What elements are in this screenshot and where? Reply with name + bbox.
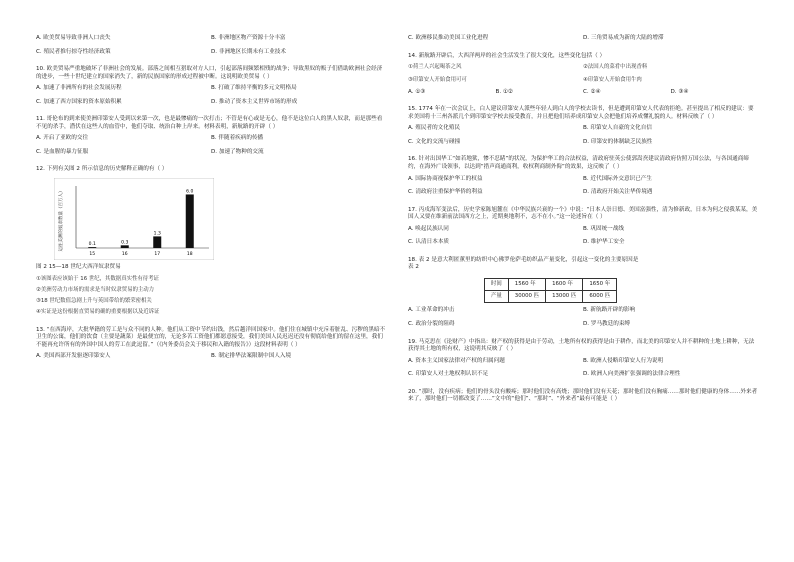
- production-table: [484, 278, 617, 304]
- question-11: [36, 116, 386, 156]
- question-12-statement-2: ②美洲劳动力市场的需求是当时奴隶贸易的主动力: [36, 286, 155, 293]
- option-d[interactable]: D. 维护华工安全: [583, 239, 625, 246]
- question-17-stem: 17. 丙戌海军变法后，历史学家陈旭麓在《中华民族兴衰的一个》中说：“日本人崇日德、美国富强性，清为修新政，日本为何之侵我某某，美国人又要在维新前法国西方之上，近期奥地利不，志不在小。”这一论述旨在（ ）: [408, 206, 758, 221]
- statement-4: ④印第安人开始食用牛肉: [583, 77, 642, 84]
- question-20: [408, 389, 758, 404]
- left-column: [36, 35, 386, 361]
- option-c[interactable]: C. 清政府注重保护华侨的利益: [408, 189, 483, 196]
- question-10-options: [36, 85, 386, 106]
- question-14-options: [408, 89, 758, 97]
- question-12-statement-1: ①该图表应该始于 16 世纪，其数据真实性有待考证: [36, 275, 159, 282]
- table-label: 表 2: [408, 264, 419, 271]
- option-c[interactable]: C. 政治分裂的阻碍: [408, 321, 455, 328]
- option-a[interactable]: A. 美国西部开发驱逐印第安人: [36, 353, 111, 360]
- bar-18: [186, 194, 194, 248]
- option-d[interactable]: D. 加速了物种的交流: [211, 148, 264, 155]
- option-b[interactable]: B. 伴随着疾病的传播: [211, 135, 264, 142]
- option-b[interactable]: B. 欧洲人侵略印第安人行为说明: [583, 357, 664, 364]
- statement-2: ②法国人的菜肴中出现香料: [583, 64, 648, 71]
- option-c[interactable]: C. 加速了西方国家的资本原始积累: [36, 98, 122, 105]
- option-b[interactable]: B. 打破了维持平衡的多元文明格局: [211, 85, 297, 92]
- option-b[interactable]: B. 近代国际外交意识已产生: [583, 175, 652, 182]
- option-c[interactable]: C. ②④: [583, 88, 601, 95]
- table-cell: 1650 年: [583, 278, 617, 290]
- statement-1: ①荷兰人兴起喝茶之风: [408, 64, 462, 71]
- option-c[interactable]: C. 欧洲移民推动美国工业化进程: [408, 35, 489, 41]
- option-a[interactable]: A. 工业革命的冲击: [408, 307, 455, 314]
- data-label-17: 1.3: [153, 231, 161, 237]
- option-d[interactable]: D. ③④: [670, 88, 689, 95]
- data-label-18: 6.0: [186, 189, 194, 195]
- question-20-stem: 20. “那时，没有疾病；他们的骨头没有酸疼；那时他们没有高烧；那时他们没有天花；那时他们没有胸痛……那时他们健康的身体……外来者来了，那时他们一切都改变了……”文中的“他们”、“那时”、“外来者”最有可能是（ ）: [408, 388, 758, 403]
- option-c[interactable]: C. 是血腥的暴力征服: [36, 148, 89, 155]
- question-19: [408, 339, 758, 379]
- option-a[interactable]: A. 开启了亚欧的交往: [36, 135, 89, 142]
- option-a[interactable]: A. 唤起民族认同: [408, 225, 449, 232]
- statement-3: ③印第安人开始食用可可: [408, 77, 467, 84]
- question-19-stem: 19. 马克思在《论财产》中指出：财产权的获得是由于劳动，土地所有权的获得是由于耕作，而北美的印第安人并不耕种的土地上耕种，无法获得其土地的所有权，这说明其反映了（ ）: [408, 338, 755, 353]
- question-10-stem: 10. 欧美贸易严重地破坏了非洲社会的发展。部落之间相互猎取对方人口，引起部落间频繁相残的战争；导致黑奴的贩子们借助欧洲社会经济的进步，一些十世纪建立的国家消失了，新的民族国家的形成过程被中断。这说明欧美贸易（ ）: [36, 66, 383, 80]
- right-column: [408, 35, 758, 404]
- table-cell: 6000 匹: [583, 291, 617, 303]
- question-15: [408, 106, 758, 146]
- question-16-options: [408, 176, 758, 197]
- question-11-options: [36, 135, 386, 156]
- question-16-stem: 16. 针对出国华工“如若地狱，惨不忍睹”的状况，为保护华工的合法权益，清政府驻英公使郭嵩焘建议清政府仿照万国公法，与各国通商缔约，在海外广设领事，以达到“措声商通商利，收权利商制外侮”的效果，这反映了（ ）: [408, 156, 749, 170]
- question-17: [408, 207, 758, 247]
- table-cell: 产量: [485, 291, 509, 303]
- option-a[interactable]: A. 国际协商视保护华工的权益: [408, 175, 483, 182]
- option-b[interactable]: B. ①②: [495, 88, 513, 95]
- option-b[interactable]: B. 巩固统一战线: [583, 225, 624, 232]
- option-c[interactable]: C. 认清日本本质: [408, 239, 450, 246]
- option-d[interactable]: D. 欧洲人向美洲扩张强调的法律合理性: [583, 371, 681, 378]
- option-a[interactable]: A. 欧美贸易导致非洲人口丧失: [36, 35, 111, 41]
- option-c[interactable]: C. 殖民者推行掠夺性经济政策: [36, 48, 111, 55]
- question-15-options: [408, 125, 758, 146]
- option-c[interactable]: C. 文化的交流与碰撞: [408, 138, 461, 145]
- x-tick-16: 16: [121, 252, 128, 258]
- option-b[interactable]: B. 非洲地区物产资源十分丰富: [211, 35, 286, 41]
- option-d[interactable]: D. 三角贸易成为新的大陆的增滞: [583, 35, 664, 41]
- question-19-options: [408, 358, 758, 379]
- x-tick-15: 15: [89, 252, 96, 258]
- question-14-items: [408, 64, 758, 85]
- option-d[interactable]: D. 罗马教廷的束缚: [583, 321, 631, 328]
- question-14: [408, 53, 758, 97]
- bar-chart-svg: [54, 178, 214, 260]
- option-d[interactable]: D. 非洲地区长期未有工业技术: [211, 48, 286, 55]
- option-b[interactable]: B. 新航路开辟的影响: [583, 307, 636, 314]
- chart-bars: [88, 188, 194, 257]
- question-13-stem: 13. “在西海岸，大批华籍的劳工是与众不同的人种。他们从工资中节约出钱，然后越洋回国家中。他们住在城镇中充斥着脏乱、污秽的黑暗不卫生的公寓，他们的饮食（主要是蔬菜）是最便宜的，无论多苦工资他们都愿意接受，我们美国人民迟迟还没有彻底给他们的留在这里，我们不能再允许所有的外国中国人的劳工在此逗留。”（《内务委员会关于移民和入籍的报告》）这段材料表明（ ）: [36, 326, 386, 348]
- option-a[interactable]: A. 加速了非洲所有的社会发展历程: [36, 85, 122, 92]
- bar-16: [121, 245, 129, 248]
- question-13: [36, 327, 386, 361]
- option-a[interactable]: A. 资本主义国家法律对产权的归属问题: [408, 357, 505, 364]
- question-12-statement-4: ④实证是这份根据直贸易的确的重要根据以及近诉证: [36, 309, 160, 316]
- question-17-options: [408, 226, 758, 247]
- x-tick-18: 18: [186, 252, 193, 258]
- option-b[interactable]: B. 制定排华法案限制中国人入境: [211, 353, 292, 360]
- table-row: [485, 278, 617, 290]
- bar-15: [88, 247, 96, 248]
- table-cell: 1600 年: [546, 278, 583, 290]
- table-row: [485, 291, 617, 303]
- data-label-16: 0.3: [121, 240, 129, 246]
- table-cell: 30000 匹: [508, 291, 545, 303]
- question-18-stem: 18. 表 2 是意大利匿薰里的纺织中心佛罗伦萨毛纺织品产量变化，引起这一变化的主要原因是: [408, 256, 639, 263]
- question-12: [36, 166, 386, 316]
- option-d[interactable]: D. 清政府开始关注华侨境遇: [583, 189, 653, 196]
- question-13-options: [36, 353, 386, 361]
- x-tick-17: 17: [154, 252, 161, 258]
- option-a[interactable]: A. ①③: [408, 88, 426, 95]
- question-11-stem: 11. 哥伦布的到来使美洲印第安人受到以来第一次，也是最惨痛的一次打击；不管是有心或是无心，他不是这位白人的黑人奴隶，而是那些看不见的杀手，潜伏在这些人的血管中，他们夺取、统治白种上岸来。材料表明，新航路的开辟（ ）: [36, 116, 383, 130]
- figure-caption: 图 2 15—18 世纪大西洋奴隶贸易: [36, 264, 121, 271]
- question-12-statement-3: ③18 世纪数值急剧上升与英国带给的繁荣密相关: [36, 298, 152, 305]
- table-cell: 13000 匹: [546, 291, 583, 303]
- slave-trade-chart: [54, 178, 214, 260]
- question-18: [408, 257, 758, 329]
- table-cell: 1560 年: [508, 278, 545, 290]
- option-c[interactable]: C. 印第安人对土地权利认识不足: [408, 371, 489, 378]
- options-top-left: [36, 35, 386, 56]
- options-top-right: [408, 35, 758, 43]
- question-12-stem: 12. 下列有关图 2 所示信息的历史解释正确的有（ ）: [36, 166, 168, 173]
- chart-y-axis-label: 运往美洲的奴隶数量（百万人）: [59, 188, 64, 252]
- question-10: [36, 66, 386, 106]
- option-d[interactable]: D. 推动了资本主义世界市场的形成: [211, 98, 298, 105]
- bar-17: [153, 236, 161, 248]
- question-18-options: [408, 307, 758, 328]
- table-cell: 时间: [485, 278, 509, 290]
- question-15-stem: 15. 1774 年在一次会议上，白人建议印第安人派些年轻人到白人的学校去读书，但是遭到印第安人代表的拒绝。甚至提出了相反的建议：要求美国将十三州各派几个到印第安学校去接受教育，并且把他们培养成印第安人会把他们培养成懂礼貌的人。材料反映了（ ）: [408, 106, 754, 120]
- option-d[interactable]: D. 印第安的体制缺乏民族性: [583, 138, 653, 145]
- question-14-stem: 14. 新航路开辟后，大西洋两岸的社会生活发生了很大变化，这些变化包括（ ）: [408, 52, 606, 59]
- data-label-15: 0.1: [88, 242, 96, 248]
- option-b[interactable]: B. 印第安人自豪的文化自信: [583, 125, 652, 132]
- question-16: [408, 156, 758, 196]
- option-a[interactable]: A. 殖民者的文化殖民: [408, 125, 461, 132]
